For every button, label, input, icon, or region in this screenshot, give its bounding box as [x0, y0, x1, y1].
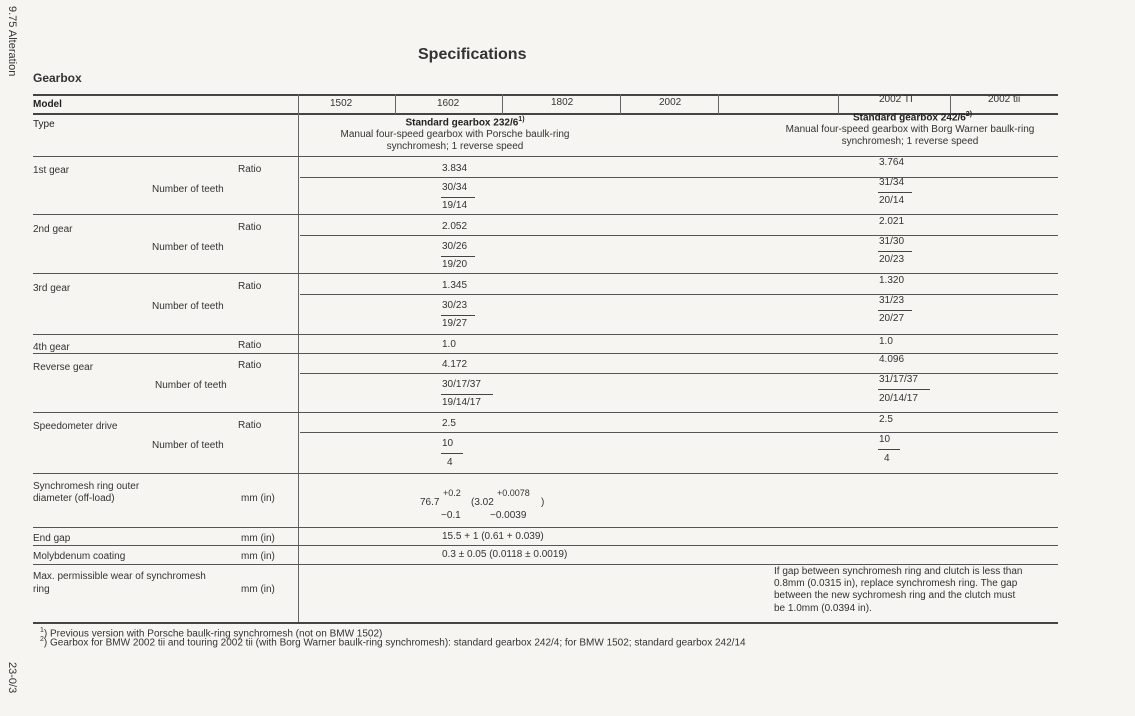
fraction-bar [441, 197, 475, 198]
gear-2-ratio-right: 2.021 [879, 216, 905, 227]
wear-unit: mm (in) [241, 584, 275, 595]
gear-2-teeth-right-top: 31/30 [879, 236, 905, 247]
speedo-teeth-right-top: 10 [879, 434, 891, 445]
moly-unit: mm (in) [241, 551, 275, 562]
wear-note-1: If gap between synchromesh ring and clutch is less than [774, 566, 1023, 577]
footnote-2-text: ) Gearbox for BMW 2002 tii and touring 2002 tii (with Borg Warner baulk-ring synchromesh): standard gearbox 242/4; for BMW 1502; standard gearbox 242/14 [43, 637, 746, 649]
speedo-teeth-left-top: 10 [442, 438, 454, 449]
row-rule [33, 527, 1058, 528]
row-rule [33, 353, 1058, 354]
left-gearbox-desc2: synchromesh; 1 reverse speed [386, 141, 524, 152]
gear-1-ratio-label: Ratio [238, 164, 262, 175]
model-1602: 1602 [437, 98, 460, 109]
fraction-bar [878, 389, 930, 390]
row-rule [33, 334, 1058, 335]
col-sep [620, 94, 621, 114]
model-1502: 1502 [330, 98, 353, 109]
section-heading: Gearbox [33, 71, 82, 85]
fraction-bar [878, 310, 912, 311]
right-gearbox-desc2: synchromesh; 1 reverse speed [841, 136, 979, 147]
reverse-teeth-label: Number of teeth [155, 380, 227, 391]
ratio-rule [300, 373, 1058, 374]
gear-2-ratio-label: Ratio [238, 222, 262, 233]
reverse-ratio-right: 4.096 [879, 354, 905, 365]
row-rule [33, 214, 1058, 215]
row-rule [33, 473, 1058, 474]
synchro-unit: mm (in) [241, 493, 275, 504]
gear-1-ratio-left: 3.834 [442, 163, 468, 174]
speedo-ratio-label: Ratio [238, 420, 262, 431]
reverse-label: Reverse gear [33, 362, 94, 373]
gear-1-teeth-label: Number of teeth [152, 184, 224, 195]
ratio-rule [300, 432, 1058, 433]
col-sep [502, 94, 503, 114]
reverse-ratio-label: Ratio [238, 360, 262, 371]
end-gap-value: 15.5 + 1 (0.61 + 0.039) [442, 531, 544, 542]
gear-2-teeth-label: Number of teeth [152, 242, 224, 253]
gear-1-ratio-right: 3.764 [879, 157, 905, 168]
gear-1-teeth-right-top: 31/34 [879, 177, 905, 188]
fraction-bar [878, 449, 900, 450]
footnote-2 [40, 636, 746, 648]
gear-4-ratio-label: Ratio [238, 340, 262, 351]
page-number: 23-0/3 [6, 662, 18, 694]
col-sep [718, 94, 719, 114]
gear-1-teeth-left-top: 30/34 [442, 182, 468, 193]
gear-3-teeth-right-bot: 20/27 [879, 313, 905, 324]
synchro-in-dn: −0.0039 [490, 510, 527, 521]
gear-2-teeth-right-bot: 20/23 [879, 254, 905, 265]
page-section-label: 9.75 Alteration [6, 6, 18, 77]
wear-label-1: Max. permissible wear of synchromesh [33, 571, 206, 582]
reverse-teeth-left-bot: 19/14/17 [442, 397, 481, 408]
wear-label-2: ring [33, 584, 50, 595]
synchro-tol-up: +0.2 [443, 488, 461, 498]
end-gap-unit: mm (in) [241, 533, 275, 544]
model-2002-tii: 2002 tii [988, 94, 1021, 105]
gear-2-teeth-left-top: 30/26 [442, 241, 468, 252]
right-gearbox-sup: 2) [965, 111, 973, 118]
gear-3-teeth-left-top: 30/23 [442, 300, 468, 311]
wear-note-2: 0.8mm (0.0315 in), replace synchromesh ring. The gap [774, 578, 1018, 589]
gear-4-ratio-right: 1.0 [879, 336, 893, 347]
end-gap-label: End gap [33, 533, 71, 544]
synchro-in-up: +0.0078 [497, 488, 530, 498]
gear-2-label: 2nd gear [33, 224, 73, 235]
gear-3-teeth-left-bot: 19/27 [442, 318, 468, 329]
row-rule [33, 545, 1058, 546]
row-rule [33, 412, 1058, 413]
gear-3-teeth-label: Number of teeth [152, 301, 224, 312]
gear-3-ratio-right: 1.320 [879, 275, 905, 286]
model-2002: 2002 [659, 97, 682, 108]
synchro-in-close: ) [541, 497, 545, 508]
model-1802: 1802 [551, 97, 574, 108]
ratio-rule [300, 294, 1058, 295]
reverse-teeth-right-bot: 20/14/17 [879, 393, 918, 404]
synchro-in-base: (3.02 [471, 497, 494, 508]
gear-3-ratio-left: 1.345 [442, 280, 468, 291]
footnote-1-text: ) Previous version with Porsche baulk-ring synchromesh (not on BMW 1502) [43, 628, 383, 640]
wear-note-3: between the new sychromesh ring and the clutch must [774, 590, 1016, 601]
moly-value: 0.3 ± 0.05 (0.0118 ± 0.0019) [442, 549, 568, 560]
speedo-ratio-left: 2.5 [442, 418, 456, 429]
footnote-1-mark: 1 [40, 627, 44, 634]
gear-1-label: 1st gear [33, 165, 70, 176]
gear-1-teeth-right-bot: 20/14 [879, 195, 905, 206]
speedo-ratio-right: 2.5 [879, 414, 893, 425]
left-gearbox-desc1: Manual four-speed gearbox with Porsche baulk-ring [340, 129, 570, 140]
fraction-bar [441, 453, 463, 454]
type-label: Type [33, 119, 55, 130]
synchro-label-1: Synchromesh ring outer [33, 481, 140, 492]
reverse-teeth-left-top: 30/17/37 [442, 379, 481, 390]
row-rule [33, 156, 1058, 157]
speedo-label: Speedometer drive [33, 421, 118, 432]
speedo-teeth-label: Number of teeth [152, 440, 224, 451]
synchro-tol-dn: −0.1 [441, 510, 461, 521]
fraction-bar [878, 251, 912, 252]
gear-2-teeth-left-bot: 19/20 [442, 259, 468, 270]
footnote-2-mark: 2 [40, 636, 44, 643]
fraction-bar [441, 315, 475, 316]
gear-3-ratio-label: Ratio [238, 281, 262, 292]
fraction-bar [441, 256, 475, 257]
label-column-divider [298, 113, 299, 623]
reverse-teeth-right-top: 31/17/37 [879, 374, 918, 385]
speedo-teeth-left-bot: 4 [447, 457, 453, 468]
row-rule [33, 564, 1058, 565]
gear-1-teeth-left-bot: 19/14 [442, 200, 468, 211]
synchro-label-2: diameter (off-load) [33, 493, 115, 504]
model-2002-ti: 2002 TI [879, 94, 913, 105]
row-rule [33, 273, 1058, 274]
right-gearbox-title-text: Standard gearbox 242/6 [852, 112, 966, 124]
gear-4-label: 4th gear [33, 342, 70, 353]
speedo-teeth-right-bot: 4 [884, 453, 890, 464]
gear-2-ratio-left: 2.052 [442, 221, 468, 232]
ratio-rule [300, 177, 1058, 178]
left-gearbox-title-text: Standard gearbox 232/6 [405, 117, 519, 129]
gear-3-teeth-right-top: 31/23 [879, 295, 905, 306]
fraction-bar [441, 394, 493, 395]
wear-note-4: be 1.0mm (0.0394 in). [774, 603, 872, 614]
left-gearbox-title [320, 116, 610, 128]
table-bottom-rule [33, 622, 1058, 624]
left-gearbox-sup: 1) [518, 116, 525, 123]
gear-4-ratio-left: 1.0 [442, 339, 456, 350]
moly-label: Molybdenum coating [33, 551, 126, 562]
ratio-rule [300, 235, 1058, 236]
col-sep [298, 94, 299, 114]
synchro-base: 76.7 [420, 497, 440, 508]
fraction-bar [878, 192, 912, 193]
right-gearbox-desc1: Manual four-speed gearbox with Borg Warner baulk-ring [785, 124, 1035, 135]
gear-3-label: 3rd gear [33, 283, 71, 294]
reverse-ratio-left: 4.172 [442, 359, 468, 370]
right-gearbox-title [770, 111, 1055, 123]
col-sep [395, 94, 396, 114]
page-title: Specifications [418, 46, 527, 63]
model-header: Model [33, 99, 62, 110]
